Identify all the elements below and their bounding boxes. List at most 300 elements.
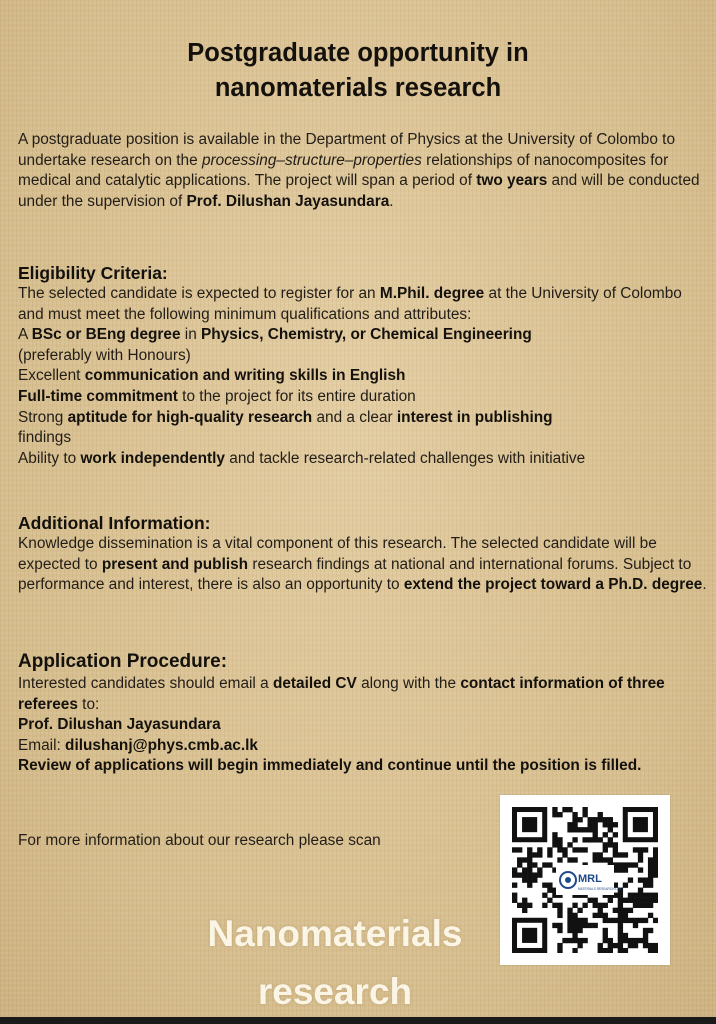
qr-module [532,852,537,857]
qr-module [633,923,638,928]
qr-module [537,872,542,877]
qr-module [512,898,517,903]
qr-module [593,903,598,908]
qr-module [648,913,653,918]
qr-module [527,852,532,857]
qr-module [593,817,598,822]
qr-module [522,872,527,877]
intro-emphasis: processing–structure–properties [201,151,422,169]
qr-module [593,837,598,842]
qr-module [567,857,572,862]
qr-module [552,923,557,928]
qr-module [643,943,648,948]
qr-module [643,898,648,903]
qr-module [638,893,643,898]
qr-module [648,877,653,882]
qr-module [567,842,572,847]
qr-module [618,903,623,908]
qr-module [643,877,648,882]
qr-module [582,812,587,817]
qr-module [562,847,567,852]
qr-module [572,928,577,933]
qr-module [643,928,648,933]
qr-module [567,938,572,943]
qr-module [542,883,547,888]
qr-module [638,852,643,857]
qr-module [527,872,532,877]
footer-line-1: Nanomaterials [207,913,463,954]
qr-module [577,943,582,948]
qr-module [522,898,527,903]
qr-module [522,867,527,872]
qr-module [577,908,582,913]
qr-module [598,837,603,842]
qr-module [618,908,623,913]
qr-module [643,893,648,898]
qr-module [537,847,542,852]
qr-module [572,923,577,928]
qr-module [618,918,623,923]
qr-module [638,857,643,862]
qr-module [577,918,582,923]
qr-module [527,847,532,852]
review-note: Review of applications will begin immediately and continue until the position is filled. [18,757,642,775]
intro-supervisor: Prof. Dilushan Jayasundara [186,192,390,210]
qr-module [547,898,552,903]
qr-module [598,903,603,908]
intro-text: and will be conducted under the supervision of [18,172,700,210]
qr-module [567,918,572,923]
qr-module [653,847,658,852]
qr-module [567,913,572,918]
qr-module [613,918,618,923]
qr-module [623,883,628,888]
qr-module [618,933,623,938]
qr-module [532,877,537,882]
qr-module [572,857,577,862]
qr-module [557,908,562,913]
qr-module [643,883,648,888]
additional-info-section [18,512,708,596]
qr-module [613,908,618,913]
qr-module [572,847,577,852]
qr-module [552,903,557,908]
qr-module [567,928,572,933]
qr-module [598,817,603,822]
qr-module [638,888,643,893]
qr-module [653,898,658,903]
qr-module [547,852,552,857]
qr-module [648,867,653,872]
qr-module [648,857,653,862]
qr-module [557,913,562,918]
qr-module [512,867,517,872]
qr-module [522,903,527,908]
qr-module [628,877,633,882]
qr-module [633,862,638,867]
qr-module [613,822,618,827]
qr-module [532,862,537,867]
qr-module [643,903,648,908]
qr-module [517,862,522,867]
qr-module [618,943,623,948]
qr-module [567,827,572,832]
qr-module [628,898,633,903]
qr-module [638,918,643,923]
footer-line-2: research [257,971,413,1012]
qr-module [537,852,542,857]
qr-module [593,923,598,928]
qr-module [653,857,658,862]
intro-text: . [389,192,394,210]
qr-module [593,832,598,837]
qr-module [603,913,608,918]
qr-module [643,918,648,923]
qr-module [593,913,598,918]
qr-module [623,867,628,872]
qr-module [572,817,577,822]
qr-module [598,908,603,913]
qr-module [633,893,638,898]
qr-module [648,948,653,953]
qr-module [512,883,517,888]
qr-module [623,913,628,918]
qr-module [512,893,517,898]
qr-module [633,938,638,943]
qr-module [522,908,527,913]
qr-module [577,847,582,852]
qr-module [557,943,562,948]
qr-module [648,893,653,898]
qr-module [557,812,562,817]
qr-module [562,938,567,943]
qr-module [557,948,562,953]
qr-module [618,938,623,943]
qr-module [613,832,618,837]
qr-module [562,807,567,812]
qr-module [557,837,562,842]
more-info-text: For more information about our research please scan [18,832,381,849]
qr-module [577,938,582,943]
qr-code-pattern [512,807,658,953]
qr-module [517,903,522,908]
qr-finder-pattern [633,817,648,832]
qr-module [603,918,608,923]
qr-module [623,862,628,867]
qr-module [598,857,603,862]
qr-module [628,893,633,898]
qr-module [582,827,587,832]
contact-email-line [18,736,708,757]
qr-module [537,867,542,872]
qr-module [608,822,613,827]
qr-module [633,903,638,908]
additional-info-heading: Additional Information: [18,513,211,533]
qr-module [618,862,623,867]
qr-module [603,822,608,827]
qr-module [547,847,552,852]
qr-module [648,903,653,908]
qr-module [527,867,532,872]
qr-module [542,862,547,867]
qr-module [552,842,557,847]
qr-module [603,832,608,837]
qr-module [557,903,562,908]
qr-module [653,893,658,898]
qr-module [623,898,628,903]
qr-module [567,807,572,812]
email-label: Email: [18,736,66,754]
qr-module [653,948,658,953]
qr-module [613,852,618,857]
qr-module [582,837,587,842]
qr-module [562,852,567,857]
qr-module [557,857,562,862]
qr-module [598,913,603,918]
qr-module [588,822,593,827]
qr-module [603,817,608,822]
qr-module [633,943,638,948]
qr-module [577,928,582,933]
qr-module [598,948,603,953]
qr-module [577,923,582,928]
qr-module [608,898,613,903]
qr-module [608,918,613,923]
qr-module [638,877,643,882]
qr-module [648,883,653,888]
qr-module [557,928,562,933]
qr-module [582,903,587,908]
qr-module [567,822,572,827]
qr-module [552,812,557,817]
qr-module [517,847,522,852]
qr-module [527,877,532,882]
qr-module [628,943,633,948]
qr-module [628,938,633,943]
qr-module [603,933,608,938]
qr-module [572,938,577,943]
qr-module [598,812,603,817]
qr-module [572,827,577,832]
mrl-logo [556,865,621,895]
qr-module [557,842,562,847]
qr-module [603,847,608,852]
qr-module [552,807,557,812]
qr-module [643,847,648,852]
qr-module [623,852,628,857]
qr-module [623,908,628,913]
title-line-2: nanomaterials research [214,74,502,102]
qr-module [572,918,577,923]
qr-module [653,862,658,867]
qr-finder-pattern [522,817,537,832]
intro-duration: two years [476,172,548,190]
criterion-degree-note: (preferably with Honours) [18,346,191,364]
qr-module [613,943,618,948]
qr-module [608,827,613,832]
qr-module [608,837,613,842]
qr-module [572,903,577,908]
qr-module [618,928,623,933]
qr-module [613,847,618,852]
qr-module [582,923,587,928]
qr-module [598,943,603,948]
qr-module [628,918,633,923]
qr-module [572,933,577,938]
qr-module [517,872,522,877]
qr-module [653,918,658,923]
qr-module [623,948,628,953]
qr-module [588,837,593,842]
qr-module [603,928,608,933]
qr-module [653,872,658,877]
qr-module [608,842,613,847]
qr-module [572,837,577,842]
qr-module [527,883,532,888]
qr-module [633,847,638,852]
qr-module [623,933,628,938]
qr-module [618,893,623,898]
qr-module [512,872,517,877]
page-title [0,36,716,106]
qr-module [608,938,613,943]
email-address[interactable]: dilushanj@phys.cmb.ac.lk [65,736,258,754]
qr-module [552,832,557,837]
qr-module [593,822,598,827]
qr-module [603,842,608,847]
qr-module [577,827,582,832]
qr-module [628,908,633,913]
qr-logo-subtext: MATERIALS RESEARCH LAB [578,887,622,891]
qr-module [522,857,527,862]
title-line-1: Postgraduate opportunity in [187,39,529,67]
qr-module [628,862,633,867]
qr-module [557,923,562,928]
qr-code[interactable] [500,795,670,965]
qr-module [588,817,593,822]
contact-name: Prof. Dilushan Jayasundara [18,716,221,734]
qr-module [582,918,587,923]
qr-module [633,898,638,903]
qr-module [603,938,608,943]
intro-text: A postgraduate position is available in the Department of Physics at the University of Colombo to undertake research on the [18,131,676,169]
qr-module [603,903,608,908]
qr-module [638,898,643,903]
qr-module [653,852,658,857]
criterion-aptitude-cont: findings [18,429,72,447]
qr-module [648,898,653,903]
qr-module [572,913,577,918]
qr-module [572,822,577,827]
qr-module [643,933,648,938]
qr-module [648,872,653,877]
qr-module [542,893,547,898]
qr-module [552,837,557,842]
qr-module [603,948,608,953]
qr-module [593,857,598,862]
qr-module [638,867,643,872]
qr-module [572,812,577,817]
qr-module [527,862,532,867]
qr-module [582,847,587,852]
qr-module [618,898,623,903]
qr-module [653,943,658,948]
qr-module [648,928,653,933]
qr-module [593,898,598,903]
qr-module [648,943,653,948]
qr-module [648,862,653,867]
qr-module [623,918,628,923]
qr-module [572,948,577,953]
qr-module [527,903,532,908]
qr-module [608,943,613,948]
qr-module [618,867,623,872]
qr-module [633,918,638,923]
qr-module [638,847,643,852]
qr-module [638,938,643,943]
qr-module [618,852,623,857]
eligibility-heading: Eligibility Criteria: [18,263,168,283]
qr-module [593,852,598,857]
qr-module [608,948,613,953]
qr-module [588,923,593,928]
qr-module [588,827,593,832]
qr-module [582,807,587,812]
qr-module [532,872,537,877]
qr-module [547,862,552,867]
additional-info-paragraph: Knowledge dissemination is a vital component of this research. The selected candidate will be expected to present and publish research findings at national and international forums. Subject to performance and interest, there is also an opportunity to extend the project toward a Ph.D. degree. [18,535,707,594]
criterion-aptitude: Strong aptitude for high-quality research and a clear interest in publishing [18,408,553,426]
qr-module [582,938,587,943]
qr-module [547,888,552,893]
application-heading: Application Procedure: [18,651,228,672]
eligibility-section [18,262,708,469]
qr-module [623,938,628,943]
qr-module [512,847,517,852]
qr-module [593,827,598,832]
criterion-degree: A BSc or BEng degree in Physics, Chemistry, or Chemical Engineering [18,326,532,344]
qr-module [517,857,522,862]
eligibility-intro: The selected candidate is expected to register for an M.Phil. degree at the University of Colombo and must meet the following minimum qualifications and attributes: [18,285,682,323]
criterion-communication: Excellent communication and writing skills in English [18,367,406,385]
application-section [18,650,708,777]
intro-text: relationships of nanocomposites for medical and catalytic applications. The project will span a period of [18,151,669,190]
qr-module [643,938,648,943]
qr-module [577,817,582,822]
qr-module [608,817,613,822]
qr-finder-pattern [522,928,537,943]
qr-logo-text: MRL [578,873,602,885]
qr-module [598,852,603,857]
qr-module [588,898,593,903]
qr-module [608,857,613,862]
qr-module [542,903,547,908]
qr-module [527,857,532,862]
qr-module [547,883,552,888]
bottom-edge [0,1017,716,1024]
criterion-commitment: Full-time commitment to the project for its entire duration [18,387,416,405]
qr-module [522,877,527,882]
qr-module [557,847,562,852]
qr-module [618,948,623,953]
qr-module [618,923,623,928]
criterion-independence: Ability to work independently and tackle research-related challenges with initiative [18,449,586,467]
qr-module [613,842,618,847]
qr-module [638,903,643,908]
qr-module [653,867,658,872]
qr-module [618,913,623,918]
intro-paragraph [18,130,708,212]
